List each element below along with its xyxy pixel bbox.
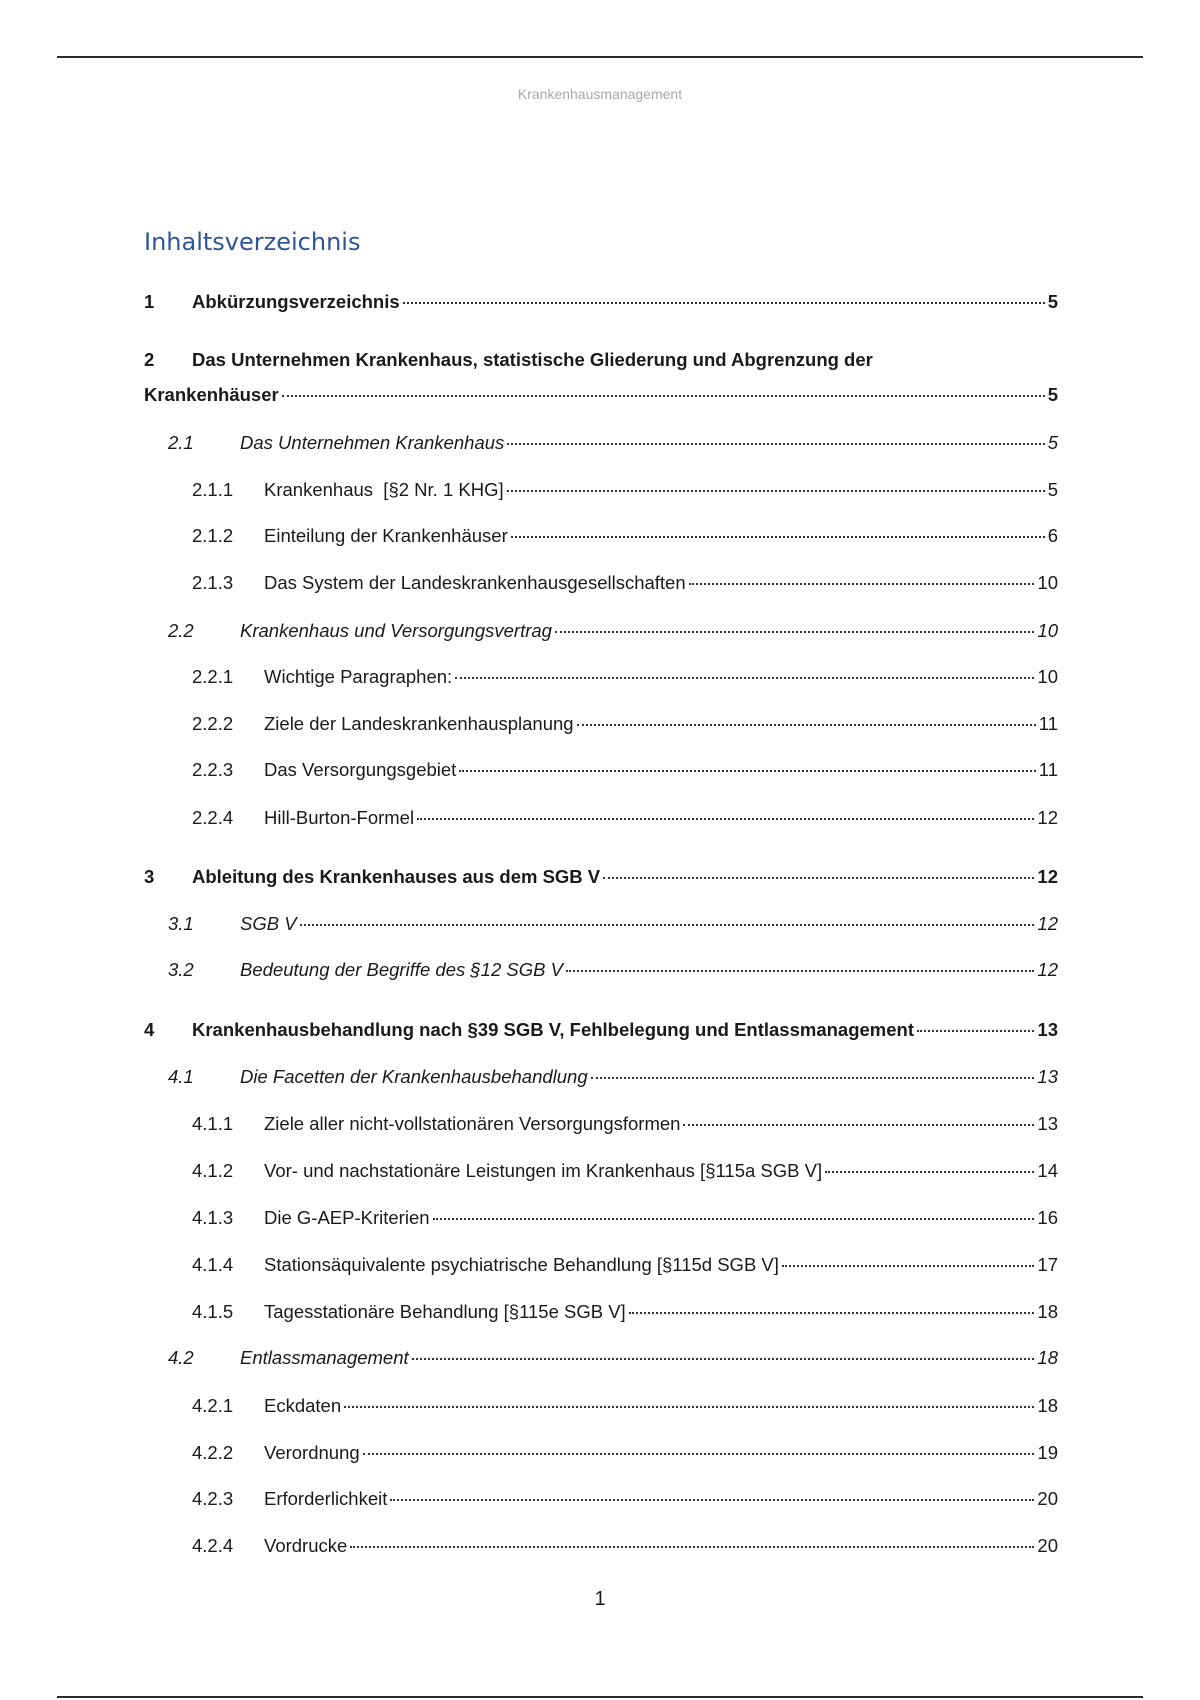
toc-entry-3-1[interactable] bbox=[168, 912, 1058, 936]
toc-entry-page: 10 bbox=[1037, 572, 1058, 593]
toc-entry-title: Vordrucke bbox=[264, 1535, 348, 1556]
dot-leader bbox=[403, 302, 1045, 304]
dot-leader bbox=[825, 1171, 1034, 1173]
dot-leader bbox=[433, 1218, 1035, 1220]
toc-entry-page: 13 bbox=[1037, 1113, 1058, 1134]
toc-entry-page: 20 bbox=[1037, 1535, 1058, 1556]
toc-entry-title: Bedeutung der Begriffe des §12 SGB V bbox=[240, 959, 563, 980]
dot-leader bbox=[507, 443, 1044, 445]
toc-entry-title: Das System der Landeskrankenhausgesellschaften bbox=[264, 572, 686, 593]
toc-entry-number: 2.1.3 bbox=[192, 572, 234, 593]
toc-entry-4-2-2[interactable] bbox=[192, 1441, 1058, 1465]
toc-entry-page: 5 bbox=[1047, 291, 1058, 312]
toc-entry-4-1-5[interactable] bbox=[192, 1300, 1058, 1324]
toc-entry-page: 13 bbox=[1037, 1019, 1058, 1040]
toc-entry-page: 20 bbox=[1037, 1488, 1058, 1509]
dot-leader bbox=[577, 724, 1036, 726]
toc-entry-2-1-2[interactable] bbox=[192, 524, 1058, 548]
toc-entry-number: 4.1.1 bbox=[192, 1113, 234, 1134]
toc-entry-page: 18 bbox=[1037, 1347, 1058, 1368]
toc-entry-title: Die G-AEP-Kriterien bbox=[264, 1207, 430, 1228]
toc-entry-page: 17 bbox=[1037, 1254, 1058, 1275]
toc-entry-number: 2.2.4 bbox=[192, 807, 234, 828]
toc-entry-title: Eckdaten bbox=[264, 1395, 342, 1416]
toc-entry-number: 4.1.4 bbox=[192, 1254, 234, 1275]
toc-entry-number: 1 bbox=[144, 291, 155, 312]
toc-entry-page: 5 bbox=[1047, 479, 1058, 500]
toc-entry-title: Krankenhaus [§2 Nr. 1 KHG] bbox=[264, 479, 504, 500]
toc-entry-4-2-4[interactable] bbox=[192, 1534, 1058, 1558]
toc-entry-number: 2.2.1 bbox=[192, 666, 234, 687]
dot-leader bbox=[344, 1406, 1034, 1408]
toc-entry-4-1-4[interactable] bbox=[192, 1253, 1058, 1277]
toc-entry-page: 18 bbox=[1037, 1395, 1058, 1416]
toc-entry-title: Ziele aller nicht-vollstationären Versorgungsformen bbox=[264, 1113, 681, 1134]
toc-entry-title: Vor- und nachstationäre Leistungen im Krankenhaus [§115a SGB V] bbox=[264, 1160, 823, 1181]
dot-leader bbox=[507, 490, 1045, 492]
toc-entry-title: Entlassmanagement bbox=[240, 1347, 409, 1368]
toc-entry-page: 12 bbox=[1037, 959, 1058, 980]
toc-entry-number: 3.1 bbox=[168, 913, 194, 934]
toc-entry-number: 4.2.4 bbox=[192, 1535, 234, 1556]
dot-leader bbox=[350, 1546, 1034, 1548]
toc-entry-2-1-1[interactable] bbox=[192, 478, 1058, 502]
toc-entry-page: 5 bbox=[1047, 384, 1058, 405]
toc-entry-page: 18 bbox=[1037, 1301, 1058, 1322]
dot-leader bbox=[683, 1124, 1034, 1126]
dot-leader bbox=[363, 1453, 1035, 1455]
toc-entry-4-1-2[interactable] bbox=[192, 1159, 1058, 1183]
toc-entry-2-2[interactable] bbox=[168, 619, 1058, 643]
toc-entry-4-1[interactable] bbox=[168, 1065, 1058, 1089]
toc-entry-number: 2.1.1 bbox=[192, 479, 234, 500]
toc-entry-title: Krankenhäuser bbox=[144, 384, 279, 405]
toc-entry-number: 2.2.3 bbox=[192, 759, 234, 780]
toc-entry-page: 6 bbox=[1047, 525, 1058, 546]
toc-entry-2-2-3[interactable] bbox=[192, 758, 1058, 782]
toc-entry-page: 12 bbox=[1037, 807, 1058, 828]
toc-entry-number: 2.2 bbox=[168, 620, 194, 641]
toc-entry-4[interactable] bbox=[144, 1018, 1058, 1042]
toc-entry-title: SGB V bbox=[240, 913, 297, 934]
toc-entry-4-2[interactable] bbox=[168, 1346, 1058, 1370]
toc-entry-title: Stationsäquivalente psychiatrische Behandlung [§115d SGB V] bbox=[264, 1254, 779, 1275]
toc-entry-title: Tagesstationäre Behandlung [§115e SGB V] bbox=[264, 1301, 626, 1322]
toc-entry-page: 12 bbox=[1037, 913, 1058, 934]
toc-entry-page: 16 bbox=[1037, 1207, 1058, 1228]
toc-entry-title: Krankenhausbehandlung nach §39 SGB V, Fehlbelegung und Entlassmanagement bbox=[192, 1019, 914, 1040]
dot-leader bbox=[917, 1030, 1034, 1032]
toc-entry-number: 2.2.2 bbox=[192, 713, 234, 734]
dot-leader bbox=[555, 631, 1034, 633]
toc-entry-number: 4.1 bbox=[168, 1066, 194, 1087]
dot-leader bbox=[417, 818, 1034, 820]
toc-entry-4-2-3[interactable] bbox=[192, 1487, 1058, 1511]
toc-entry-page: 11 bbox=[1038, 713, 1058, 734]
toc-entry-2[interactable] bbox=[144, 383, 1058, 407]
toc-entry-page: 14 bbox=[1037, 1160, 1058, 1181]
toc-entry-3[interactable] bbox=[144, 865, 1058, 889]
toc-entry-title: Erforderlichkeit bbox=[264, 1488, 388, 1509]
dot-leader bbox=[282, 395, 1045, 397]
toc-entry-page: 10 bbox=[1037, 666, 1058, 687]
toc-entry-number: 2.1.2 bbox=[192, 525, 234, 546]
toc-entry-title: Ableitung des Krankenhauses aus dem SGB V bbox=[192, 866, 601, 887]
dot-leader bbox=[566, 970, 1034, 972]
toc-entry-4-1-3[interactable] bbox=[192, 1206, 1058, 1230]
toc-entry-2-2-4[interactable] bbox=[192, 806, 1058, 830]
toc-entry-number: 4.1.3 bbox=[192, 1207, 234, 1228]
toc-entry-title: Hill-Burton-Formel bbox=[264, 807, 415, 828]
page-number: 1 bbox=[594, 1588, 606, 1610]
toc-entry-title: Das Versorgungsgebiet bbox=[264, 759, 457, 780]
toc-entry-page: 5 bbox=[1047, 432, 1058, 453]
dot-leader bbox=[689, 583, 1035, 585]
toc-entry-page: 12 bbox=[1037, 866, 1058, 887]
toc-entry-number: 4 bbox=[144, 1019, 155, 1040]
toc-entry-2-1-3[interactable] bbox=[192, 571, 1058, 595]
toc-entry-2-2-2[interactable] bbox=[192, 712, 1058, 736]
toc-entry-number: 3 bbox=[144, 866, 155, 887]
toc-entry-title: Das Unternehmen Krankenhaus bbox=[240, 432, 505, 453]
toc-entry-number: 4.2.2 bbox=[192, 1442, 234, 1463]
toc-entry-page: 13 bbox=[1037, 1066, 1058, 1087]
toc-entry-title: Einteilung der Krankenhäuser bbox=[264, 525, 508, 546]
toc-entry-number: 2 bbox=[144, 349, 155, 370]
toc-entry-2-1[interactable] bbox=[168, 431, 1058, 455]
toc-entry-number: 2.1 bbox=[168, 432, 194, 453]
toc-entry-number: 4.2.1 bbox=[192, 1395, 234, 1416]
toc-entry-number: 4.2.3 bbox=[192, 1488, 234, 1509]
toc-entry-page: 11 bbox=[1038, 759, 1058, 780]
dot-leader bbox=[390, 1499, 1034, 1501]
toc-entry-number: 3.2 bbox=[168, 959, 194, 980]
dot-leader bbox=[300, 924, 1035, 926]
toc-entry-title: Ziele der Landeskrankenhausplanung bbox=[264, 713, 574, 734]
dot-leader bbox=[629, 1312, 1035, 1314]
toc-entry-1[interactable] bbox=[144, 290, 1058, 314]
dot-leader bbox=[782, 1265, 1035, 1267]
toc-entry-title: Die Facetten der Krankenhausbehandlung bbox=[240, 1066, 588, 1087]
running-header: Krankenhausmanagement bbox=[517, 86, 683, 102]
toc-entry-2-2-1[interactable] bbox=[192, 665, 1058, 689]
toc-entry-4-1-1[interactable] bbox=[192, 1112, 1058, 1136]
toc-entry-number: 4.1.2 bbox=[192, 1160, 234, 1181]
dot-leader bbox=[603, 877, 1034, 879]
toc-entry-2-first-line[interactable] bbox=[144, 348, 1058, 372]
toc-entry-title: Wichtige Paragraphen: bbox=[264, 666, 453, 687]
dot-leader bbox=[511, 536, 1045, 538]
toc-entry-number: 4.2 bbox=[168, 1347, 194, 1368]
toc-heading: Inhaltsverzeichnis bbox=[144, 228, 361, 256]
toc-entry-title: Abkürzungsverzeichnis bbox=[192, 291, 400, 312]
toc-entry-4-2-1[interactable] bbox=[192, 1394, 1058, 1418]
toc-entry-number: 4.1.5 bbox=[192, 1301, 234, 1322]
toc-entry-title: Krankenhaus und Versorgungsvertrag bbox=[240, 620, 552, 641]
toc-entry-3-2[interactable] bbox=[168, 958, 1058, 982]
toc-entry-page: 10 bbox=[1037, 620, 1058, 641]
footer-rule bbox=[57, 1696, 1143, 1698]
dot-leader bbox=[455, 677, 1034, 679]
dot-leader bbox=[459, 770, 1035, 772]
dot-leader bbox=[412, 1358, 1035, 1360]
toc-entry-page: 19 bbox=[1037, 1442, 1058, 1463]
toc-entry-title: Verordnung bbox=[264, 1442, 360, 1463]
toc-entry-title-line1: Das Unternehmen Krankenhaus, statistische Gliederung und Abgrenzung der bbox=[192, 349, 873, 370]
dot-leader bbox=[591, 1077, 1035, 1079]
